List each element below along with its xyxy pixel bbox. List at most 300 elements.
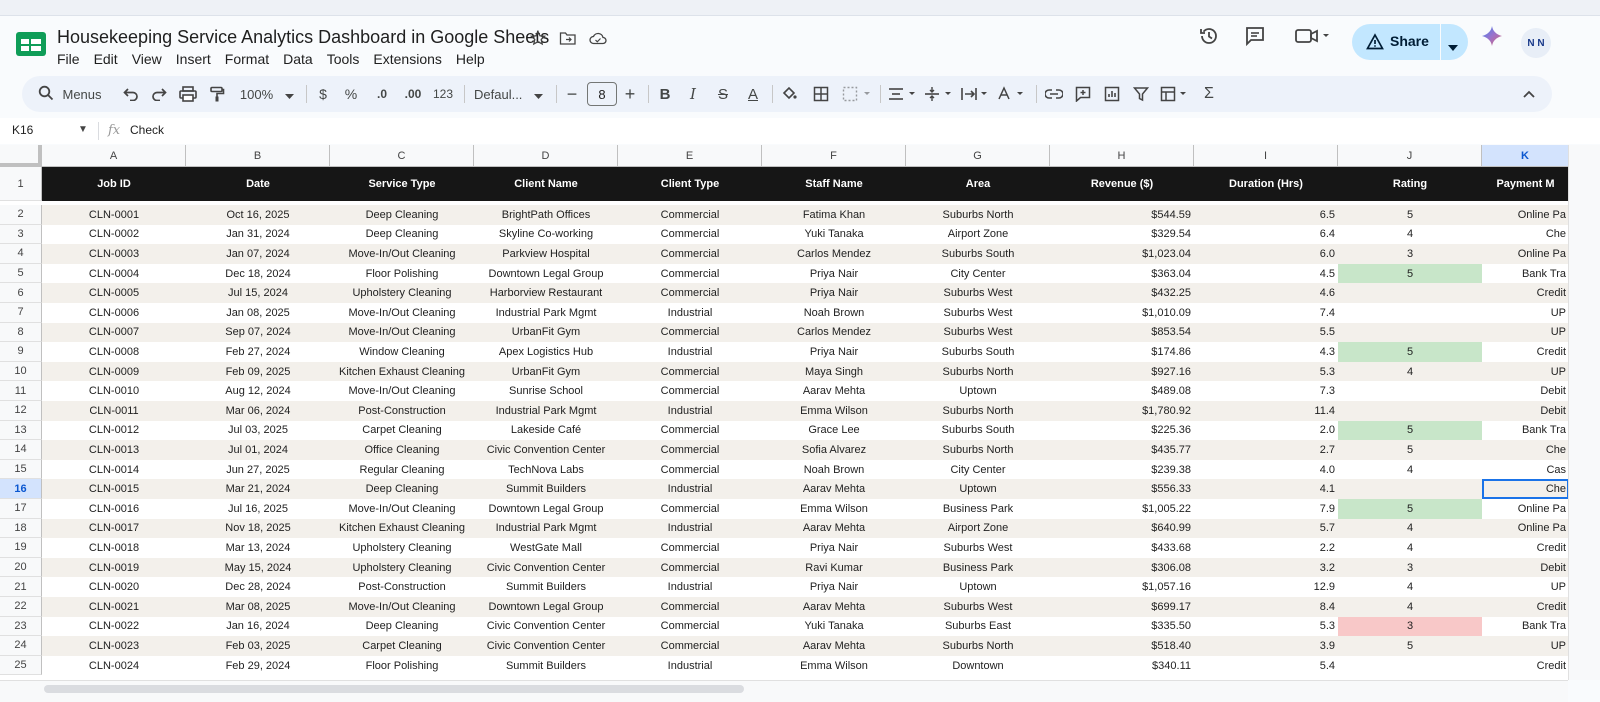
cell-i[interactable]: 5.3 xyxy=(1319,365,1335,378)
row-header-6[interactable]: 6 xyxy=(0,283,42,303)
cell-g[interactable]: Suburbs North xyxy=(942,404,1014,417)
cell-g[interactable]: Suburbs South xyxy=(941,247,1015,260)
cell-h[interactable]: $340.11 xyxy=(1152,659,1191,672)
text-wrapping-icon[interactable] xyxy=(958,76,992,112)
undo-icon[interactable] xyxy=(120,76,142,112)
header-cell[interactable]: Client Name xyxy=(514,178,578,190)
cell-b[interactable]: Feb 03, 2025 xyxy=(225,639,291,652)
cell-j[interactable]: 5 xyxy=(1406,208,1414,221)
cell-g[interactable]: Uptown xyxy=(959,581,997,594)
cell-k[interactable]: UP xyxy=(1550,326,1566,339)
font-size-increase-icon[interactable]: + xyxy=(624,83,636,104)
cell-b[interactable]: Feb 09, 2025 xyxy=(225,365,291,378)
cell-g[interactable]: Suburbs South xyxy=(941,424,1015,437)
cell-j[interactable]: 3 xyxy=(1406,247,1414,260)
cell-h[interactable]: $1,780.92 xyxy=(1142,404,1191,417)
cell-k[interactable]: UP xyxy=(1550,306,1566,319)
cell-e[interactable]: Commercial xyxy=(660,385,720,398)
row-header-14[interactable]: 14 xyxy=(0,440,42,460)
cell-b[interactable]: Jul 03, 2025 xyxy=(228,424,288,437)
menu-help[interactable]: Help xyxy=(455,51,485,67)
cell-d[interactable]: Parkview Hospital xyxy=(502,247,590,260)
cell-h[interactable]: $1,010.09 xyxy=(1142,306,1191,319)
column-header-d[interactable]: D xyxy=(474,145,618,167)
cell-i[interactable]: 8.4 xyxy=(1319,600,1335,613)
header-cell[interactable]: Date xyxy=(246,178,270,190)
cell-d[interactable]: Civic Convention Center xyxy=(486,443,606,456)
cell-h[interactable]: $363.04 xyxy=(1151,267,1191,280)
cell-a[interactable]: CLN-0021 xyxy=(88,600,140,613)
cell-f[interactable]: Emma Wilson xyxy=(800,502,868,515)
row-header-17[interactable]: 17 xyxy=(0,499,42,519)
cell-f[interactable]: Priya Nair xyxy=(809,267,859,280)
insert-chart-icon[interactable] xyxy=(1101,76,1123,112)
cell-c[interactable]: Move-In/Out Cleaning xyxy=(348,306,456,319)
cell-i[interactable]: 3.9 xyxy=(1319,639,1335,652)
cell-d[interactable]: Civic Convention Center xyxy=(486,561,606,574)
cell-e[interactable]: Industrial xyxy=(667,345,713,358)
cell-j[interactable]: 4 xyxy=(1406,463,1414,476)
cell-g[interactable]: Business Park xyxy=(942,561,1014,574)
cell-i[interactable]: 7.3 xyxy=(1319,385,1335,398)
cell-a[interactable]: CLN-0022 xyxy=(88,620,140,633)
cell-f[interactable]: Noah Brown xyxy=(803,306,865,319)
formula-input[interactable]: Check xyxy=(130,123,165,137)
cell-f[interactable]: Maya Singh xyxy=(804,365,864,378)
cell-j[interactable] xyxy=(1338,303,1482,323)
cell-b[interactable]: Mar 08, 2025 xyxy=(225,600,291,613)
cell-a[interactable]: CLN-0001 xyxy=(88,208,140,221)
cell-e[interactable]: Commercial xyxy=(660,208,720,221)
cell-h[interactable]: $1,057.16 xyxy=(1142,581,1191,594)
strikethrough-icon[interactable]: S xyxy=(717,85,728,103)
cell-b[interactable]: May 15, 2024 xyxy=(224,561,292,574)
row-header-15[interactable]: 15 xyxy=(0,460,42,480)
header-cell[interactable]: Area xyxy=(965,178,991,190)
cell-c[interactable]: Deep Cleaning xyxy=(365,208,439,221)
cell-d[interactable]: Downtown Legal Group xyxy=(488,600,604,613)
cell-d[interactable]: Lakeside Café xyxy=(510,424,582,437)
font-family-select[interactable] xyxy=(470,76,550,112)
cell-b[interactable]: Nov 18, 2025 xyxy=(225,522,291,535)
cell-b[interactable]: Feb 29, 2024 xyxy=(225,659,291,672)
cell-d[interactable]: Civic Convention Center xyxy=(486,639,606,652)
cell-a[interactable]: CLN-0020 xyxy=(88,581,140,594)
cell-b[interactable]: Jan 16, 2024 xyxy=(226,620,290,633)
cell-g[interactable]: Downtown xyxy=(952,659,1004,672)
cell-b[interactable]: Dec 18, 2024 xyxy=(225,267,291,280)
paint-format-icon[interactable] xyxy=(206,76,228,112)
cell-d[interactable]: Harborview Restaurant xyxy=(489,287,603,300)
cell-g[interactable]: Suburbs West xyxy=(943,541,1013,554)
collapse-toolbar-icon[interactable] xyxy=(1518,76,1540,112)
sheets-logo-icon[interactable] xyxy=(14,30,48,58)
comments-icon[interactable] xyxy=(1243,24,1267,48)
vertical-align-icon[interactable] xyxy=(922,76,956,112)
cell-e[interactable]: Commercial xyxy=(660,502,720,515)
cell-j[interactable]: 5 xyxy=(1338,264,1482,284)
row-header-22[interactable]: 22 xyxy=(0,597,42,617)
redo-icon[interactable] xyxy=(148,76,170,112)
cell-f[interactable]: Sofia Alvarez xyxy=(801,443,867,456)
cell-j[interactable]: 4 xyxy=(1406,600,1414,613)
row-header-8[interactable]: 8 xyxy=(0,323,42,343)
insert-comment-icon[interactable] xyxy=(1072,76,1094,112)
gemini-icon[interactable] xyxy=(1480,24,1504,48)
cell-c[interactable]: Office Cleaning xyxy=(364,443,440,456)
menu-file[interactable]: File xyxy=(57,51,80,67)
decrease-decimal-button[interactable]: .0 xyxy=(376,87,387,101)
cell-k[interactable]: UP xyxy=(1550,581,1566,594)
cell-j[interactable]: 4 xyxy=(1406,581,1414,594)
cell-g[interactable]: Suburbs West xyxy=(943,306,1013,319)
cell-h[interactable]: $306.08 xyxy=(1151,561,1191,574)
cell-i[interactable]: 6.0 xyxy=(1319,247,1335,260)
functions-icon[interactable]: Σ xyxy=(1204,85,1214,102)
cell-g[interactable]: Suburbs South xyxy=(941,345,1015,358)
print-icon[interactable] xyxy=(176,76,200,112)
cell-e[interactable]: Industrial xyxy=(667,306,713,319)
cell-k[interactable]: Credit xyxy=(1536,659,1566,672)
spreadsheet-grid[interactable] xyxy=(0,145,1568,680)
italic-icon[interactable]: I xyxy=(690,85,696,103)
row-header-23[interactable]: 23 xyxy=(0,617,42,637)
cell-h[interactable]: $435.77 xyxy=(1151,443,1191,456)
cell-d[interactable]: Skyline Co-working xyxy=(498,228,594,241)
borders-icon[interactable] xyxy=(810,76,832,112)
cell-c[interactable]: Kitchen Exhaust Cleaning xyxy=(339,522,465,535)
cell-f[interactable]: Aarav Mehta xyxy=(802,483,866,496)
row-header-21[interactable]: 21 xyxy=(0,577,42,597)
cell-i[interactable]: 5.4 xyxy=(1319,659,1335,672)
cell-f[interactable]: Aarav Mehta xyxy=(802,522,866,535)
cell-k[interactable]: UP xyxy=(1550,365,1566,378)
cell-b[interactable]: Mar 13, 2024 xyxy=(225,541,291,554)
cell-h[interactable]: $853.54 xyxy=(1151,326,1191,339)
cell-e[interactable]: Commercial xyxy=(660,424,720,437)
cell-a[interactable]: CLN-0018 xyxy=(88,541,140,554)
cell-j[interactable]: 4 xyxy=(1406,228,1414,241)
cell-a[interactable]: CLN-0005 xyxy=(88,287,140,300)
row-header-7[interactable]: 7 xyxy=(0,303,42,323)
menu-edit[interactable]: Edit xyxy=(93,51,118,67)
column-header-e[interactable]: E xyxy=(618,145,762,167)
header-cell[interactable]: Revenue ($) xyxy=(1090,178,1154,190)
cell-b[interactable]: Mar 21, 2024 xyxy=(225,483,291,496)
cell-e[interactable]: Commercial xyxy=(660,541,720,554)
menu-data[interactable]: Data xyxy=(283,51,313,67)
cell-b[interactable]: Feb 27, 2024 xyxy=(225,345,291,358)
row-header-3[interactable]: 3 xyxy=(0,225,42,245)
cell-f[interactable]: Yuki Tanaka xyxy=(804,620,864,633)
cell-i[interactable]: 4.3 xyxy=(1319,345,1335,358)
cell-e[interactable]: Industrial xyxy=(667,404,713,417)
search-menus-button[interactable] xyxy=(30,76,110,112)
cell-e[interactable]: Industrial xyxy=(667,581,713,594)
cell-c[interactable]: Move-In/Out Cleaning xyxy=(348,247,456,260)
cell-k[interactable]: UP xyxy=(1550,639,1566,652)
cell-e[interactable]: Commercial xyxy=(660,326,720,339)
cell-f[interactable]: Priya Nair xyxy=(809,581,859,594)
cell-a[interactable]: CLN-0015 xyxy=(88,483,140,496)
menu-view[interactable]: View xyxy=(131,51,162,67)
cell-c[interactable]: Move-In/Out Cleaning xyxy=(348,600,456,613)
filter-icon[interactable] xyxy=(1130,76,1152,112)
version-history-icon[interactable] xyxy=(1197,24,1221,48)
cell-c[interactable]: Post-Construction xyxy=(358,404,446,417)
cell-j[interactable]: 5 xyxy=(1338,342,1482,362)
cell-a[interactable]: CLN-0023 xyxy=(88,639,140,652)
cell-b[interactable]: Jul 15, 2024 xyxy=(228,287,288,300)
cell-e[interactable]: Commercial xyxy=(660,639,720,652)
cell-k[interactable]: Debit xyxy=(1540,561,1566,574)
row-header-16[interactable]: 16 xyxy=(0,479,42,499)
cell-g[interactable]: Suburbs West xyxy=(943,287,1013,300)
cell-h[interactable]: $174.86 xyxy=(1151,345,1191,358)
header-cell[interactable]: Client Type xyxy=(660,178,720,190)
menu-format[interactable]: Format xyxy=(224,51,270,67)
cell-e[interactable]: Industrial xyxy=(667,483,713,496)
cell-b[interactable]: Sep 07, 2024 xyxy=(225,326,291,339)
row-header-19[interactable]: 19 xyxy=(0,538,42,558)
cell-e[interactable]: Commercial xyxy=(660,287,720,300)
cell-h[interactable]: $432.25 xyxy=(1151,287,1191,300)
cell-j[interactable]: 5 xyxy=(1338,499,1482,519)
document-title[interactable]: Housekeeping Service Analytics Dashboard in Google Sheets xyxy=(57,27,550,47)
cell-j[interactable]: 5 xyxy=(1406,443,1414,456)
cell-d[interactable]: TechNova Labs xyxy=(508,463,584,476)
cell-c[interactable]: Upholstery Cleaning xyxy=(352,561,452,574)
cell-e[interactable]: Commercial xyxy=(660,600,720,613)
cell-h[interactable]: $640.99 xyxy=(1151,522,1191,535)
menu-insert[interactable]: Insert xyxy=(175,51,211,67)
cell-f[interactable]: Priya Nair xyxy=(809,287,859,300)
cell-i[interactable]: 7.4 xyxy=(1319,306,1335,319)
cell-a[interactable]: CLN-0008 xyxy=(88,345,140,358)
cell-k[interactable]: Online Pa xyxy=(1517,522,1566,535)
cell-h[interactable]: $699.17 xyxy=(1151,600,1191,613)
cell-f[interactable]: Fatima Khan xyxy=(802,208,866,221)
cell-g[interactable]: Business Park xyxy=(942,502,1014,515)
cell-g[interactable]: Airport Zone xyxy=(947,228,1009,241)
cell-j[interactable]: 3 xyxy=(1338,617,1482,637)
cell-h[interactable]: $239.38 xyxy=(1151,463,1191,476)
cell-f[interactable]: Priya Nair xyxy=(809,345,859,358)
cell-f[interactable]: Priya Nair xyxy=(809,541,859,554)
cell-c[interactable]: Floor Polishing xyxy=(365,659,439,672)
cell-h[interactable]: $556.33 xyxy=(1151,483,1191,496)
cell-k[interactable]: Bank Tra xyxy=(1521,424,1566,437)
cell-i[interactable]: 12.9 xyxy=(1313,581,1335,594)
fill-color-icon[interactable] xyxy=(778,76,800,112)
cell-g[interactable]: Suburbs West xyxy=(943,600,1013,613)
cell-e[interactable]: Commercial xyxy=(660,620,720,633)
cell-f[interactable]: Carlos Mendez xyxy=(797,247,871,260)
column-header-j[interactable]: J xyxy=(1338,145,1482,167)
cell-k[interactable]: Bank Tra xyxy=(1521,267,1566,280)
name-box[interactable]: K16 xyxy=(12,123,34,137)
cell-c[interactable]: Upholstery Cleaning xyxy=(352,541,452,554)
header-cell[interactable]: Duration (Hrs) xyxy=(1229,178,1303,190)
account-avatar[interactable]: N N xyxy=(1521,28,1551,58)
cell-g[interactable]: Airport Zone xyxy=(947,522,1009,535)
cell-i[interactable]: 4.6 xyxy=(1319,287,1335,300)
cell-e[interactable]: Commercial xyxy=(660,463,720,476)
cell-h[interactable]: $329.54 xyxy=(1151,228,1191,241)
header-cell[interactable]: Staff Name xyxy=(805,178,863,190)
cell-c[interactable]: Kitchen Exhaust Cleaning xyxy=(339,365,465,378)
cell-e[interactable]: Commercial xyxy=(660,443,720,456)
row-header-1[interactable]: 1 xyxy=(0,167,42,201)
move-folder-icon[interactable] xyxy=(558,28,578,48)
cell-j[interactable] xyxy=(1338,656,1482,676)
column-header-f[interactable]: F xyxy=(762,145,906,167)
header-cell[interactable]: Job ID xyxy=(97,178,131,190)
cell-k[interactable]: Online Pa xyxy=(1517,502,1566,515)
cell-e[interactable]: Commercial xyxy=(660,247,720,260)
cell-d[interactable]: Summit Builders xyxy=(505,581,587,594)
cell-c[interactable]: Floor Polishing xyxy=(365,267,439,280)
cell-i[interactable]: 7.9 xyxy=(1319,502,1335,515)
cell-a[interactable]: CLN-0002 xyxy=(88,228,140,241)
cell-g[interactable]: City Center xyxy=(950,267,1006,280)
cell-k[interactable]: Bank Tra xyxy=(1521,620,1566,633)
cell-b[interactable]: Aug 12, 2024 xyxy=(225,385,291,398)
cell-i[interactable]: 5.5 xyxy=(1319,326,1335,339)
header-cell[interactable]: Service Type xyxy=(368,178,436,190)
cell-d[interactable]: Industrial Park Mgmt xyxy=(495,404,597,417)
cell-k[interactable]: Che xyxy=(1482,479,1568,499)
more-formats-button[interactable]: 123 xyxy=(432,87,454,101)
header-cell[interactable]: Rating xyxy=(1392,178,1428,190)
cell-f[interactable]: Carlos Mendez xyxy=(797,326,871,339)
column-header-h[interactable]: H xyxy=(1050,145,1194,167)
cell-i[interactable]: 4.0 xyxy=(1319,463,1335,476)
cell-d[interactable]: Downtown Legal Group xyxy=(488,502,604,515)
cell-i[interactable]: 11.4 xyxy=(1314,404,1335,417)
cell-j[interactable]: 3 xyxy=(1406,561,1414,574)
column-header-b[interactable]: B xyxy=(186,145,330,167)
cell-d[interactable]: Summit Builders xyxy=(505,659,587,672)
cell-a[interactable]: CLN-0014 xyxy=(88,463,140,476)
cell-j[interactable]: 4 xyxy=(1406,365,1414,378)
cell-g[interactable]: City Center xyxy=(950,463,1006,476)
horizontal-scroll-thumb[interactable] xyxy=(44,685,744,693)
cell-e[interactable]: Commercial xyxy=(660,561,720,574)
menu-extensions[interactable]: Extensions xyxy=(373,51,442,67)
row-header-9[interactable]: 9 xyxy=(0,342,42,362)
cell-b[interactable]: Jan 31, 2024 xyxy=(226,228,290,241)
cell-d[interactable]: BrightPath Offices xyxy=(501,208,591,221)
cell-h[interactable]: $335.50 xyxy=(1151,620,1191,633)
row-header-25[interactable]: 25 xyxy=(0,656,42,676)
zoom-select[interactable] xyxy=(236,76,298,112)
horizontal-scrollbar[interactable] xyxy=(0,680,1568,702)
cell-f[interactable]: Aarav Mehta xyxy=(802,385,866,398)
cell-i[interactable]: 2.7 xyxy=(1319,443,1335,456)
cell-i[interactable]: 2.2 xyxy=(1319,541,1335,554)
cell-d[interactable]: Industrial Park Mgmt xyxy=(495,522,597,535)
cell-d[interactable]: Civic Convention Center xyxy=(486,620,606,633)
cell-a[interactable]: CLN-0009 xyxy=(88,365,140,378)
column-header-a[interactable]: A xyxy=(42,145,186,167)
cell-j[interactable]: 4 xyxy=(1406,522,1414,535)
cell-e[interactable]: Industrial xyxy=(667,659,713,672)
cell-c[interactable]: Move-In/Out Cleaning xyxy=(348,326,456,339)
cell-c[interactable]: Carpet Cleaning xyxy=(362,424,442,437)
cell-c[interactable]: Move-In/Out Cleaning xyxy=(348,502,456,515)
currency-format-button[interactable]: $ xyxy=(319,86,327,102)
cell-b[interactable]: Jul 16, 2025 xyxy=(228,502,288,515)
cell-f[interactable]: Aarav Mehta xyxy=(802,600,866,613)
percent-format-button[interactable]: % xyxy=(344,86,358,102)
cell-k[interactable]: Credit xyxy=(1536,600,1566,613)
cell-k[interactable]: Debit xyxy=(1540,404,1566,417)
cell-j[interactable] xyxy=(1338,283,1482,303)
cell-i[interactable]: 5.7 xyxy=(1319,522,1335,535)
vertical-scrollbar[interactable] xyxy=(1568,145,1600,680)
cell-a[interactable]: CLN-0007 xyxy=(88,326,140,339)
cell-d[interactable]: Downtown Legal Group xyxy=(488,267,604,280)
cell-g[interactable]: Uptown xyxy=(959,483,997,496)
cell-c[interactable]: Deep Cleaning xyxy=(365,483,439,496)
cell-g[interactable]: Suburbs North xyxy=(942,443,1014,456)
cell-g[interactable]: Suburbs North xyxy=(942,208,1014,221)
cell-k[interactable]: Credit xyxy=(1536,345,1566,358)
row-header-11[interactable]: 11 xyxy=(0,381,42,401)
name-box-dropdown-icon[interactable]: ▼ xyxy=(78,124,88,135)
cell-b[interactable]: Dec 28, 2024 xyxy=(225,581,291,594)
cell-h[interactable]: $1,023.04 xyxy=(1142,247,1191,260)
cell-d[interactable]: Summit Builders xyxy=(505,483,587,496)
insert-link-icon[interactable] xyxy=(1042,76,1066,112)
cell-d[interactable]: UrbanFit Gym xyxy=(511,365,581,378)
cell-h[interactable]: $518.40 xyxy=(1151,639,1191,652)
cell-g[interactable]: Suburbs West xyxy=(943,326,1013,339)
cell-a[interactable]: CLN-0003 xyxy=(88,247,140,260)
cell-c[interactable]: Deep Cleaning xyxy=(365,620,439,633)
merge-cells-icon[interactable] xyxy=(840,76,874,112)
cell-h[interactable]: $225.36 xyxy=(1151,424,1191,437)
column-header-g[interactable]: G xyxy=(906,145,1050,167)
cell-k[interactable]: Che xyxy=(1545,443,1566,456)
cell-d[interactable]: UrbanFit Gym xyxy=(511,326,581,339)
cell-e[interactable]: Industrial xyxy=(667,522,713,535)
cell-c[interactable]: Post-Construction xyxy=(358,581,446,594)
cell-j[interactable]: 5 xyxy=(1406,639,1414,652)
cell-b[interactable]: Jan 08, 2025 xyxy=(226,306,290,319)
cell-k[interactable]: Debit xyxy=(1540,385,1566,398)
cell-f[interactable]: Ravi Kumar xyxy=(805,561,863,574)
cell-e[interactable]: Commercial xyxy=(660,267,720,280)
menu-tools[interactable]: Tools xyxy=(326,51,360,67)
row-header-13[interactable]: 13 xyxy=(0,421,42,441)
row-header-18[interactable]: 18 xyxy=(0,519,42,539)
cell-a[interactable]: CLN-0017 xyxy=(88,522,140,535)
cell-k[interactable]: Online Pa xyxy=(1517,208,1566,221)
text-rotation-icon[interactable] xyxy=(994,76,1028,112)
cell-e[interactable]: Commercial xyxy=(660,228,720,241)
increase-decimal-button[interactable]: .00 xyxy=(404,87,422,101)
column-header-k[interactable]: K xyxy=(1482,145,1568,167)
cell-k[interactable]: Online Pa xyxy=(1517,247,1566,260)
cell-b[interactable]: Jun 27, 2025 xyxy=(226,463,290,476)
cell-i[interactable]: 5.3 xyxy=(1319,620,1335,633)
meet-video-icon[interactable] xyxy=(1293,24,1333,48)
cell-e[interactable]: Commercial xyxy=(660,365,720,378)
cell-a[interactable]: CLN-0012 xyxy=(88,424,140,437)
row-header-5[interactable]: 5 xyxy=(0,264,42,284)
